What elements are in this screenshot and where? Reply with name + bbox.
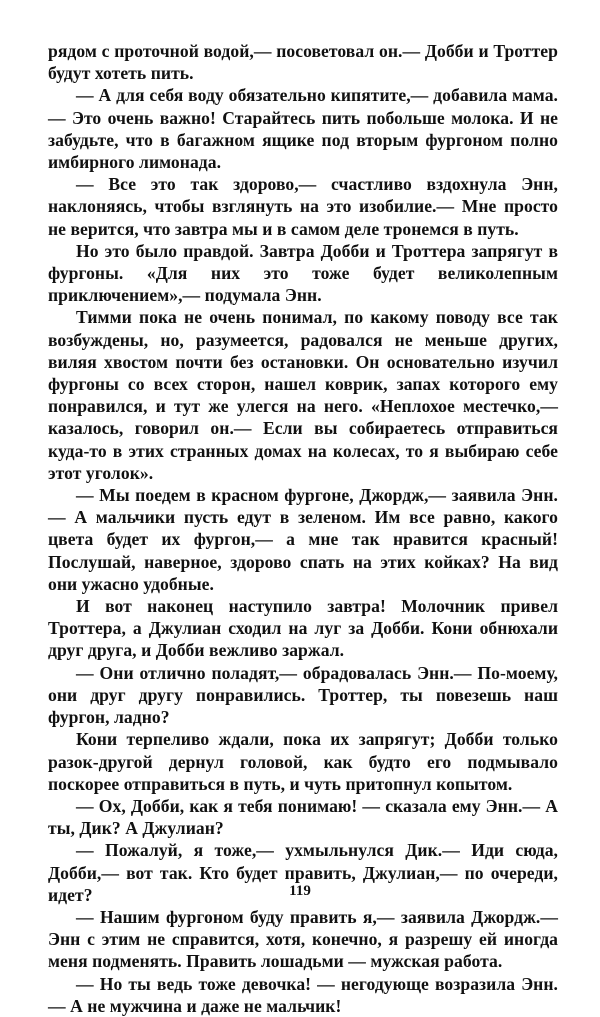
book-page — [48, 40, 558, 1017]
paragraph: — Они отлично поладят,— обрадовалась Энн.— По-моему, они друг другу понравились. Троттер, ты повезешь наш фургон, ладно? — [48, 662, 558, 728]
paragraph: — Нашим фургоном буду править я,— заявила Джордж.— Энн с этим не справится, хотя, конечно, я разрешу ей иногда меня подменять. Править лошадьми — мужская работа. — [48, 906, 558, 972]
paragraph: Но это было правдой. Завтра Добби и Троттера запрягут в фургоны. «Для них это тоже будет великолепным приключением»,— подумала Энн. — [48, 240, 558, 306]
paragraph: — Пожалуй, я тоже,— ухмыльнулся Дик.— Иди сюда, Добби,— вот так. Кто будет править, Джулиан,— по очереди, идет? — [48, 840, 558, 905]
paragraph: рядом с проточной водой,— посоветовал он.— Добби и Троттер будут хотеть пить. — [48, 41, 558, 84]
paragraph: — Ох, Добби, как я тебя понимаю! — сказала ему Энн.— А ты, Дик? А Джулиан? — [48, 795, 558, 839]
paragraph: — Мы поедем в красном фургоне, Джордж,— заявила Энн.— А мальчики пусть едут в зеленом. Им все равно, какого цвета будет их фургон,— а мне так нравится красный! Послушай, наверное, здорово спать на этих койках? На вид они ужасно удобные. — [48, 485, 558, 594]
paragraph: Кони терпеливо ждали, пока их запрягут; Добби только разок-другой дернул головой, как будто его подмывало поскорее отправиться в путь, и чуть притопнул копытом. — [48, 729, 558, 794]
paragraph: — А для себя воду обязательно кипятите,— добавила мама.— Это очень важно! Старайтесь пить побольше молока. И не забудьте, что в багажном ящике под вторым фургоном полно имбирного лимонада. — [48, 85, 558, 173]
paragraph: Тимми пока не очень понимал, по какому поводу все так возбуждены, но, разумеется, радовался не меньше других, виляя хвостом почти без остановки. Он основательно изучил фургоны со всех сторон, нашел коврик, запах которого ему понравился, и тут же улегся на него. «Неплохое местечко,— казалось, говорил он.— Если вы собираетесь отправиться куда-то в этих странных домах на колесах, то я выбираю себе этот уголок». — [48, 307, 558, 483]
body-text — [48, 40, 558, 1017]
paragraph: И вот наконец наступило завтра! Молочник привел Троттера, а Джулиан сходил на луг за Добби. Кони обнюхали друг друга, и Добби вежливо заржал. — [48, 596, 558, 661]
page-number: 119 — [289, 883, 311, 899]
paragraph: — Но ты ведь тоже девочка! — негодующе возразила Энн.— А не мужчина и даже не мальчик! — [48, 973, 558, 1016]
paragraph: — Все это так здорово,— счастливо вздохнула Энн, наклоняясь, чтобы взглянуть на это изобилие.— Мне просто не верится, что завтра мы и в самом деле тронемся в путь. — [48, 174, 558, 239]
